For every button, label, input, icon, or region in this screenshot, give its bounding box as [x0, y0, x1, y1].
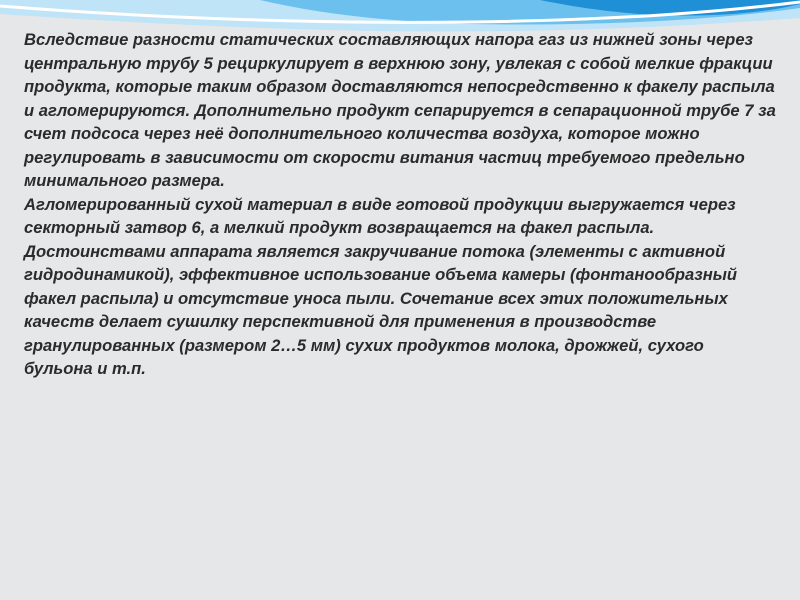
paragraph-2: Агломерированный сухой материал в виде готовой продукции выгружается через секторный затвор 6, а мелкий продукт возвращается на факел распыла.	[24, 194, 736, 237]
slide-body-text	[24, 28, 776, 381]
paragraph-3: Достоинствами аппарата является закручивание потока (элементы с активной гидродинамикой), эффективное использование объема камеры (фонтанообразный факел распыла) и отсутствие уноса пыли. Сочетание всех этих положительных качеств делает сушилку перспективной для применения в производстве гранулированных (размером 2…5 мм) сухих продуктов молока, дрожжей, сухого бульона и т.п.	[24, 241, 738, 378]
paragraph-1: Вследствие разности статических составляющих напора газ из нижней зоны через центральную трубу 5 рециркулирует в верхнюю зону, увлекая с собой мелкие фракции продукта, которые таким образом доставляются непосредственно к факелу распыла и агломерируются. Дополнительно продукт сепарируется в сепарационной трубе 7 за счет подсоса через неё дополнительного количества воздуха, которое можно регулировать в зависимости от скорости витания частиц требуемого предельно минимального размера.	[24, 30, 776, 190]
